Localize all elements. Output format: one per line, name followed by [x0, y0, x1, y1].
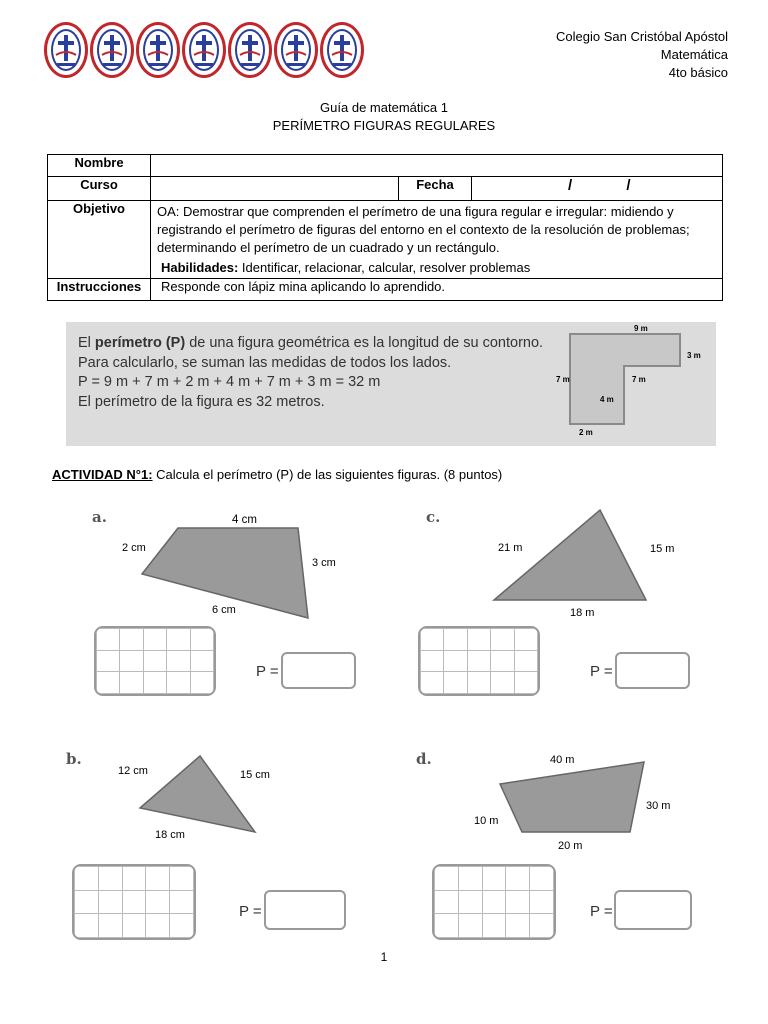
l-label-mid: 4 m	[600, 395, 614, 404]
figure-c-letter: c.	[426, 508, 441, 526]
objetivo-label: Objetivo	[48, 201, 151, 279]
figure-c-label-left: 21 m	[498, 542, 523, 554]
figure-b-label-right: 15 cm	[240, 769, 270, 781]
figure-c-label-right: 15 m	[650, 543, 675, 555]
grade: 4to básico	[668, 65, 728, 80]
habilidades-label: Habilidades:	[161, 260, 239, 275]
figure-d-letter: d.	[416, 750, 432, 768]
school-logo-7	[320, 22, 364, 78]
explanation-line-2: Para calcularlo, se suman las medidas de todos los lados.	[78, 354, 452, 371]
figure-d-label-right: 30 m	[646, 800, 671, 812]
fecha-slash-2: /	[626, 177, 631, 194]
l-shape-figure	[550, 322, 716, 446]
figure-b-label-bottom: 18 cm	[155, 829, 185, 841]
activity-heading	[52, 467, 502, 482]
habilidades-text: Identificar, relacionar, calcular, resolver problemas	[241, 260, 531, 275]
grid-d	[432, 864, 556, 940]
figure-d	[470, 748, 690, 858]
page-number: 1	[380, 950, 388, 964]
explanation-line-1: El perímetro (P) de una figura geométrica es la longitud de su contorno.	[78, 335, 544, 351]
instrucciones-text: Responde con lápiz mina aplicando lo aprendido.	[151, 279, 723, 301]
grid-b	[72, 864, 196, 940]
objetivo-cell	[151, 201, 723, 279]
fecha-field[interactable]	[472, 177, 723, 201]
curso-label: Curso	[48, 177, 151, 201]
nombre-label: Nombre	[48, 155, 151, 177]
answer-input-a[interactable]	[281, 652, 356, 689]
figure-a-label-top: 4 cm	[232, 514, 257, 526]
school-logo-5	[228, 22, 272, 78]
grid-a	[94, 626, 216, 696]
figure-b-label-left: 12 cm	[118, 765, 148, 777]
activity-instruction: Calcula el perímetro (P) de las siguientes figuras. (8 puntos)	[152, 467, 503, 482]
grid-c	[418, 626, 540, 696]
nombre-field[interactable]	[151, 155, 723, 177]
school-logo-1	[44, 22, 88, 78]
activity-number: ACTIVIDAD N°1:	[52, 467, 153, 482]
school-header	[556, 28, 728, 82]
explanation-line-4: El perímetro de la figura es 32 metros.	[78, 393, 325, 410]
guide-title	[0, 99, 768, 135]
habilidades-row	[157, 259, 716, 277]
title-line-2: PERÍMETRO FIGURAS REGULARES	[272, 118, 496, 133]
perimeter-explanation-text	[78, 334, 543, 412]
triangle-b	[140, 756, 255, 832]
figure-a-label-right: 3 cm	[312, 557, 336, 569]
figure-d-label-bottom: 20 m	[558, 840, 583, 852]
figure-d-label-left: 10 m	[474, 815, 499, 827]
figure-d-label-top: 40 m	[550, 754, 575, 766]
figure-a-label-left: 2 cm	[122, 542, 146, 554]
student-info-table	[47, 154, 723, 301]
figure-b-letter: b.	[66, 750, 82, 768]
l-label-left: 7 m	[556, 375, 570, 384]
figure-a	[100, 508, 360, 623]
figure-b	[110, 750, 290, 845]
answer-input-c[interactable]	[615, 652, 690, 689]
subject: Matemática	[660, 47, 728, 62]
p-label-c: P =	[590, 663, 613, 680]
school-logo-4	[182, 22, 226, 78]
school-logo-3	[136, 22, 180, 78]
l-shape	[570, 334, 680, 424]
l-label-right: 3 m	[687, 351, 701, 360]
explanation-formula: P = 9 m + 7 m + 2 m + 4 m + 7 m + 3 m = 32 m	[78, 374, 381, 390]
answer-input-d[interactable]	[614, 890, 692, 930]
triangle-c	[494, 510, 646, 600]
p-label-b: P =	[239, 903, 262, 920]
p-label-a: P =	[256, 663, 279, 680]
figure-a-letter: a.	[92, 508, 107, 526]
school-logos	[44, 22, 364, 78]
curso-field[interactable]	[151, 177, 399, 201]
figure-c	[470, 506, 690, 621]
l-label-inner: 7 m	[632, 375, 646, 384]
answer-input-b[interactable]	[264, 890, 346, 930]
school-logo-2	[90, 22, 134, 78]
school-logo-6	[274, 22, 318, 78]
title-line-1: Guía de matemática 1	[320, 100, 448, 115]
fecha-slash-1: /	[568, 177, 573, 194]
l-label-top: 9 m	[634, 324, 648, 333]
perimeter-term: perímetro (P)	[94, 335, 186, 351]
instrucciones-label: Instrucciones	[48, 279, 151, 301]
school-name: Colegio San Cristóbal Apóstol	[556, 29, 728, 44]
figure-c-label-bottom: 18 m	[570, 607, 595, 619]
l-label-bottom: 2 m	[579, 428, 593, 437]
figure-a-label-bottom: 6 cm	[212, 604, 236, 616]
objetivo-text: OA: Demostrar que comprenden el perímetro de una figura regular e irregular: midiendo y registrando el perímetro de figuras del entorno en el contexto de la resolución de problemas; determinando el perímetro de un cuadrado y un rectángulo.	[157, 204, 690, 255]
p-label-d: P =	[590, 903, 613, 920]
quadrilateral-d	[500, 762, 644, 832]
fecha-label: Fecha	[399, 177, 472, 201]
